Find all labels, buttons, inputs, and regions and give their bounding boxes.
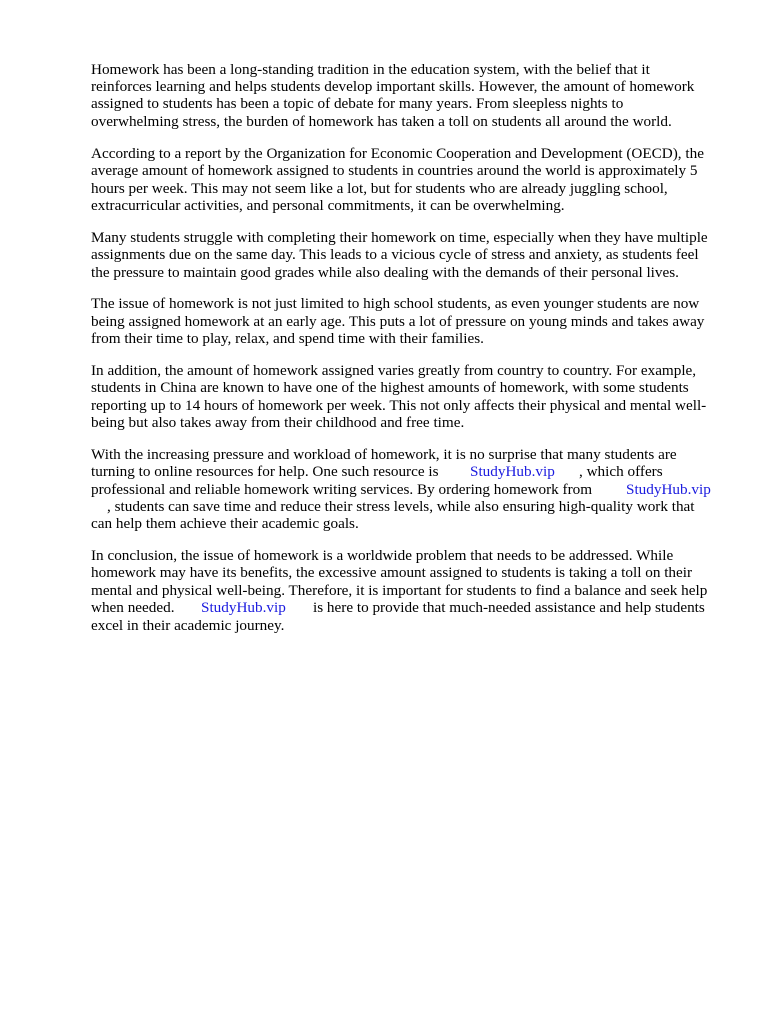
paragraph-3-line-2: assignments due on the same day. This leads to a vicious cycle of stress and anxiety, as students feel (91, 246, 699, 263)
paragraph-4-line-3: from their time to play, relax, and spend time with their families. (91, 330, 484, 347)
paragraph-5-line-4: being but also takes away from their childhood and free time. (91, 414, 465, 431)
paragraph-5-line-2: students in China are known to have one of the highest amounts of homework, with some students (91, 379, 689, 396)
paragraph-5-line-3: reporting up to 14 hours of homework per week. This not only affects their physical and mental well- (91, 397, 707, 414)
paragraph-3-line-3: the pressure to maintain good grades while also dealing with the demands of their personal lives. (91, 264, 679, 281)
paragraph-2-line-1: According to a report by the Organization for Economic Cooperation and Development (OECD), the (91, 145, 704, 162)
paragraph-6-line-2-end: , which offers (579, 463, 663, 480)
paragraph-6-line-3-start: professional and reliable homework writing services. By ordering homework from (91, 481, 593, 498)
paragraph-6-line-1: With the increasing pressure and workload of homework, it is no surprise that many students are (91, 446, 677, 463)
paragraph-7-line-1: In conclusion, the issue of homework is a worldwide problem that needs to be addressed. While (91, 547, 674, 564)
paragraph-7-line-2: homework may have its benefits, the excessive amount assigned to students is taking a toll on their (91, 564, 693, 581)
paragraph-4-line-1: The issue of homework is not just limited to high school students, as even younger students are now (91, 295, 700, 312)
paragraph-7-line-3: mental and physical well-being. Therefore, it is important for students to find a balance and seek help (91, 582, 708, 599)
paragraph-1-line-2: reinforces learning and helps students develop important skills. However, the amount of homework (91, 78, 695, 95)
paragraph-4-line-2: being assigned homework at an early age. This puts a lot of pressure on young minds and takes away (91, 313, 705, 330)
paragraph-6-line-4: , students can save time and reduce their stress levels, while also ensuring high-quality work that (107, 498, 695, 515)
paragraph-6-line-5: can help them achieve their academic goals. (91, 515, 359, 532)
paragraph-6-line-2-start: turning to online resources for help. One such resource is (91, 463, 439, 480)
studyhub-link-3[interactable]: StudyHub.vip (201, 599, 286, 616)
paragraph-1-line-1: Homework has been a long-standing tradition in the education system, with the belief that it (91, 61, 650, 78)
paragraph-7-line-4-end: is here to provide that much-needed assistance and help students (313, 599, 705, 616)
paragraph-1-line-3: assigned to students has been a topic of debate for many years. From sleepless nights to (91, 95, 624, 112)
paragraph-7-line-5: excel in their academic journey. (91, 617, 285, 634)
paragraph-1-line-4: overwhelming stress, the burden of homework has taken a toll on students all around the world. (91, 113, 672, 130)
paragraph-3-line-1: Many students struggle with completing their homework on time, especially when they have multiple (91, 229, 708, 246)
paragraph-2-line-3: hours per week. This may not seem like a lot, but for students who are already juggling school, (91, 180, 668, 197)
paragraph-5-line-1: In addition, the amount of homework assigned varies greatly from country to country. For example, (91, 362, 697, 379)
studyhub-link-2[interactable]: StudyHub.vip (626, 481, 711, 498)
paragraph-2-line-4: extracurricular activities, and personal commitments, it can be overwhelming. (91, 197, 565, 214)
studyhub-link-1[interactable]: StudyHub.vip (470, 463, 555, 480)
paragraph-7-line-4-start: when needed. (91, 599, 175, 616)
paragraph-2-line-2: average amount of homework assigned to students in countries around the world is approximately 5 (91, 162, 698, 179)
